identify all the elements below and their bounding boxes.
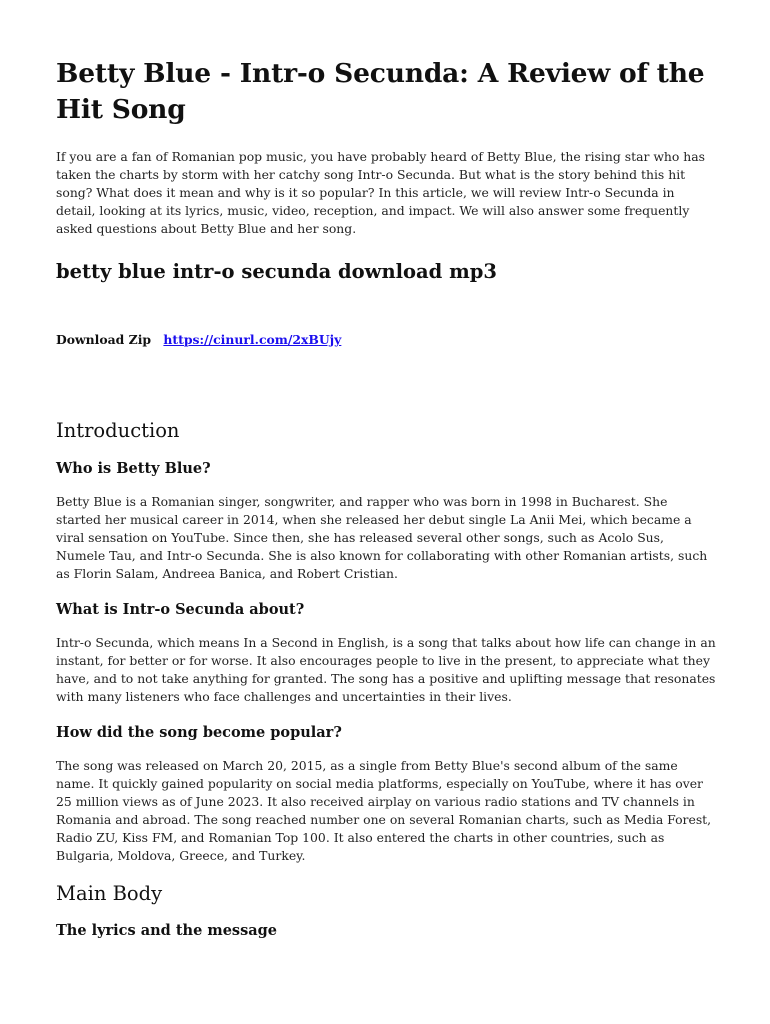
how-popular-paragraph: The song was released on March 20, 2015, as a single from Betty Blue's second album of the same name. It quickly gained popularity on social media platforms, especially on YouTube, where it has over 25 million views as of June 2023. It also received airplay on various radio stations and TV channels in Romania and abroad. The song reached number one on several Romanian charts, such as Media Forest, Radio ZU, Kiss FM, and Romanian Top 100. It also entered the charts in other countries, such as Bulgaria, Moldova, Greece, and Turkey.: [56, 758, 712, 863]
lyrics-heading: The lyrics and the message: [56, 922, 278, 939]
document-page: [56, 56, 716, 955]
page-title: Betty Blue - Intr-o Secunda: A Review of the Hit Song: [56, 58, 705, 125]
download-line: [56, 331, 716, 350]
section-main-body-heading: Main Body: [56, 882, 163, 905]
subheading-download-mp3: betty blue intr-o secunda download mp3: [56, 260, 497, 283]
intro-paragraph: If you are a fan of Romanian pop music, you have probably heard of Betty Blue, the rising star who has taken the charts by storm with her catchy song Intr-o Secunda. But what is the story behind this hit song? What does it mean and why is it so popular? In this article, we will review Intr-o Secunda in detail, looking at its lyrics, music, video, reception, and impact. We will also answer some frequently asked questions about Betty Blue and her song.: [56, 149, 706, 236]
what-is-paragraph: Intr-o Secunda, which means In a Second in English, is a song that talks about how life can change in an instant, for better or for worse. It also encourages people to live in the present, to appreciate what they have, and to not take anything for granted. The song has a positive and uplifting message that resonates with many listeners who face challenges and uncertainties in their lives.: [56, 635, 716, 704]
who-is-heading: Who is Betty Blue?: [56, 460, 211, 477]
what-is-heading: What is Intr-o Secunda about?: [56, 601, 305, 618]
download-link[interactable]: https://cinurl.com/2xBUjy: [163, 332, 342, 347]
download-label: Download Zip: [56, 332, 152, 347]
how-popular-heading: How did the song become popular?: [56, 724, 342, 741]
section-introduction-heading: Introduction: [56, 419, 180, 442]
who-is-paragraph: Betty Blue is a Romanian singer, songwriter, and rapper who was born in 1998 in Bucharest. She started her musical career in 2014, when she released her debut single La Anii Mei, which became a viral sensation on YouTube. Since then, she has released several other songs, such as Acolo Sus, Numele Tau, and Intr-o Secunda. She is also known for collaborating with other Romanian artists, such as Florin Salam, Andreea Banica, and Robert Cristian.: [56, 494, 708, 581]
